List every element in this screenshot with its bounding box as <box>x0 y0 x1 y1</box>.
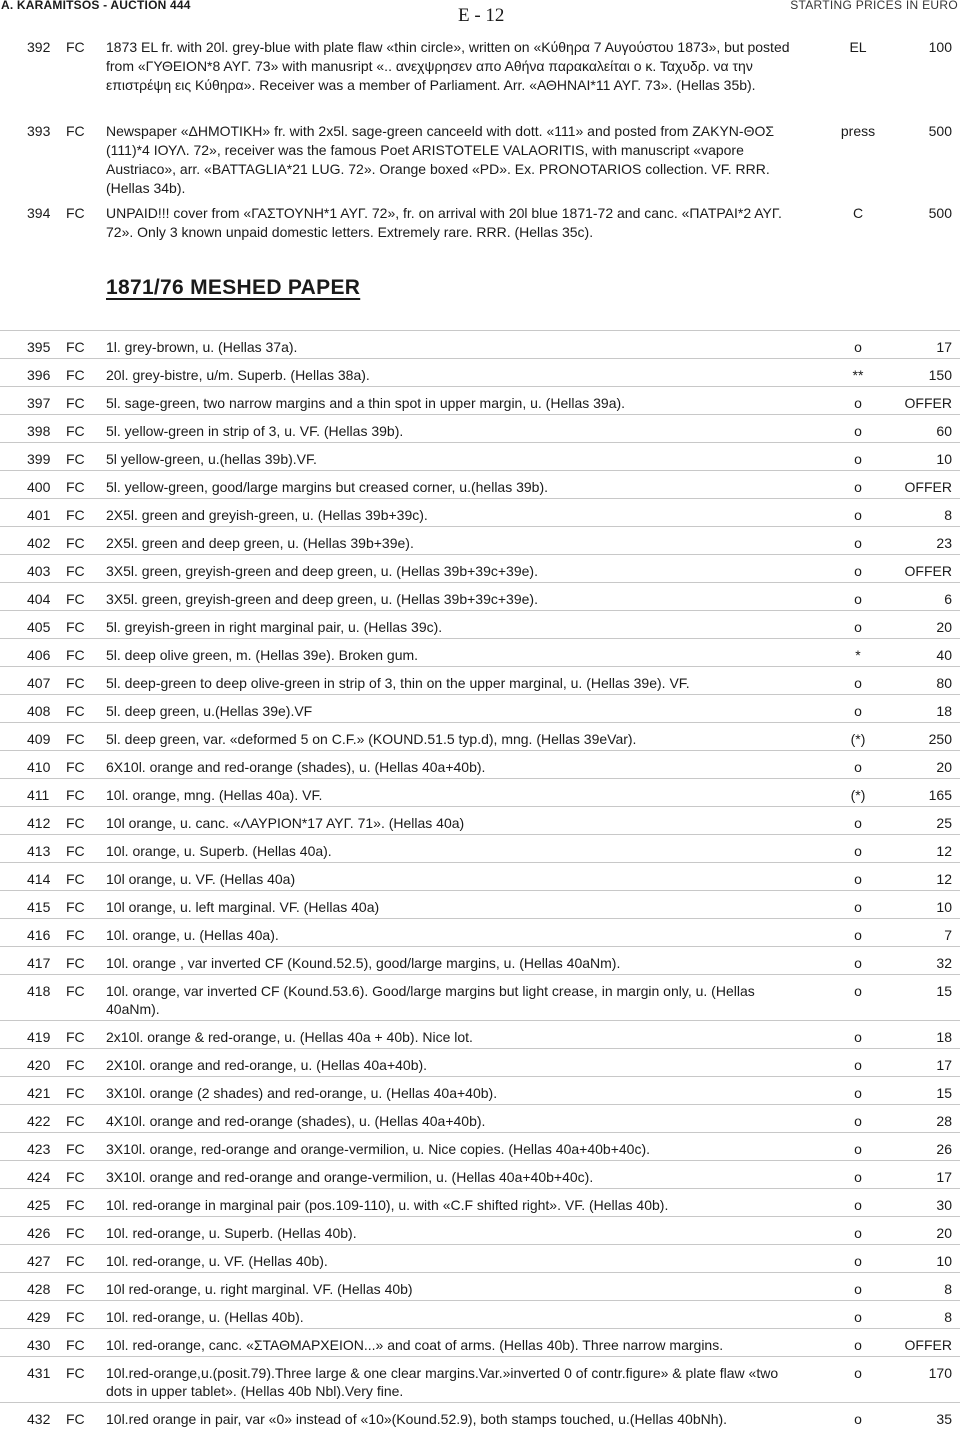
table-row <box>0 1188 960 1216</box>
lot-description: 10l orange, u. left marginal. VF. (Hellas 40a) <box>106 899 380 915</box>
lot-condition: C <box>852 205 864 221</box>
lot-number: 399 <box>27 451 51 467</box>
lot-number: 410 <box>27 759 51 775</box>
lot-category: FC <box>66 1141 85 1157</box>
lot-price: 40 <box>936 647 952 663</box>
lot-number: 427 <box>27 1253 51 1269</box>
lot-category: FC <box>66 1365 85 1381</box>
lot-price: 20 <box>936 1225 952 1241</box>
lot-condition: o <box>854 563 862 579</box>
lot-description: 5l. yellow-green in strip of 3, u. VF. (Hellas 39b). <box>106 423 404 439</box>
lot-category: FC <box>66 1057 85 1073</box>
lot-price: 500 <box>928 123 952 139</box>
lot-number: 413 <box>27 843 51 859</box>
lot-category: FC <box>66 1309 85 1325</box>
lot-category: FC <box>66 815 85 831</box>
lot-category: FC <box>66 983 85 999</box>
lot-number: 400 <box>27 479 51 495</box>
table-row <box>0 1356 960 1402</box>
lot-number: 404 <box>27 591 51 607</box>
table-row <box>0 918 960 946</box>
lot-price: 8 <box>944 1309 952 1325</box>
lot-condition: * <box>855 647 861 663</box>
lot-number: 395 <box>27 339 51 355</box>
lot-condition: o <box>854 675 862 691</box>
table-row <box>0 1132 960 1160</box>
lot-number: 423 <box>27 1141 51 1157</box>
table-row <box>0 946 960 974</box>
lot-condition: o <box>854 1337 862 1353</box>
lot-category: FC <box>66 563 85 579</box>
lot-price: 100 <box>928 39 952 55</box>
table-row <box>0 386 960 414</box>
table-row <box>0 610 960 638</box>
lot-category: FC <box>66 927 85 943</box>
table-row <box>0 638 960 666</box>
lot-category: FC <box>66 123 85 139</box>
lot-description: 2X5l. green and deep green, u. (Hellas 39b+39e). <box>106 535 414 551</box>
lot-number: 407 <box>27 675 51 691</box>
lot-description: 5l. deep-green to deep olive-green in strip of 3, thin on the upper marginal, u. (Hellas 39e). VF. <box>106 675 690 691</box>
lot-number: 415 <box>27 899 51 915</box>
lot-category: FC <box>66 647 85 663</box>
lot-condition: o <box>854 619 862 635</box>
lot-category: FC <box>66 787 85 803</box>
table-row <box>0 1328 960 1356</box>
lot-price: 20 <box>936 759 952 775</box>
lot-condition: o <box>854 843 862 859</box>
lot-number: 425 <box>27 1197 51 1213</box>
lot-category: FC <box>66 479 85 495</box>
lot-category: FC <box>66 731 85 747</box>
lot-price: 26 <box>936 1141 952 1157</box>
lot-price: 32 <box>936 955 952 971</box>
lot-number: 422 <box>27 1113 51 1129</box>
lot-number: 397 <box>27 395 51 411</box>
lot-description: 5l. greyish-green in right marginal pair, u. (Hellas 39c). <box>106 619 443 635</box>
lot-price: 17 <box>936 1057 952 1073</box>
table-row <box>0 722 960 750</box>
lot-category: FC <box>66 1113 85 1129</box>
lot-category: FC <box>66 591 85 607</box>
lot-category: FC <box>66 899 85 915</box>
lot-number: 401 <box>27 507 51 523</box>
lot-condition: o <box>854 1225 862 1241</box>
lot-number: 403 <box>27 563 51 579</box>
lot-number: 392 <box>27 39 51 55</box>
lot-description: UNPAID!!! cover from «ΓΑΣΤΟΥΝΗ*1 ΑΥΓ. 72», fr. on arrival with 20l blue 1871-72 and canc. «ΠΑΤΡΑΙ*2 ΑΥΓ. 72». Only 3 known unpaid domestic letters. Extremely rare. RRR. (Hellas 35c). <box>106 205 782 240</box>
lot-number: 414 <box>27 871 51 887</box>
lot-description: 10l red-orange, u. right marginal. VF. (Hellas 40b) <box>106 1281 413 1297</box>
table-row <box>0 778 960 806</box>
lot-price: 7 <box>944 927 952 943</box>
table-row <box>0 442 960 470</box>
lot-number: 430 <box>27 1337 51 1353</box>
lot-condition: o <box>854 1411 862 1427</box>
lot-condition: o <box>854 703 862 719</box>
lot-price: 60 <box>936 423 952 439</box>
lot-category: FC <box>66 1337 85 1353</box>
lot-condition: press <box>840 123 876 139</box>
lot-category: FC <box>66 1029 85 1045</box>
lot-price: 15 <box>936 1085 952 1101</box>
lot-category: FC <box>66 675 85 691</box>
lot-price: 6 <box>944 591 952 607</box>
table-row <box>0 554 960 582</box>
lot-category: FC <box>66 1225 85 1241</box>
lot-description: 10l. orange, u. (Hellas 40a). <box>106 927 279 943</box>
page-number: E - 12 <box>458 5 505 26</box>
table-row <box>0 1048 960 1076</box>
lot-price: 250 <box>928 731 952 747</box>
lot-number: 402 <box>27 535 51 551</box>
lot-description: 5l. deep olive green, m. (Hellas 39e). Broken gum. <box>106 647 419 663</box>
lot-description: 3X10l. orange (2 shades) and red-orange, u. (Hellas 40a+40b). <box>106 1085 498 1101</box>
table-row <box>0 750 960 778</box>
lot-price: 20 <box>936 619 952 635</box>
lot-category: FC <box>66 1169 85 1185</box>
lot-number: 398 <box>27 423 51 439</box>
lot-condition: o <box>854 759 862 775</box>
auction-title: A. KARAMITSOS - AUCTION 444 <box>1 0 191 12</box>
table-row <box>0 862 960 890</box>
lot-description: 10l orange, u. VF. (Hellas 40a) <box>106 871 296 887</box>
lot-description: 10l. red-orange, u. Superb. (Hellas 40b). <box>106 1225 357 1241</box>
table-row <box>0 1402 960 1430</box>
lot-description: 6X10l. orange and red-orange (shades), u. (Hellas 40a+40b). <box>106 759 486 775</box>
lot-number: 405 <box>27 619 51 635</box>
lot-description: 10l. orange, mng. (Hellas 40a). VF. <box>106 787 323 803</box>
lot-price: 12 <box>936 843 952 859</box>
table-row <box>0 666 960 694</box>
lot-number: 431 <box>27 1365 51 1381</box>
lot-category: FC <box>66 205 85 221</box>
lot-number: 418 <box>27 983 51 999</box>
lot-description: 3X5l. green, greyish-green and deep green, u. (Hellas 39b+39c+39e). <box>106 591 538 607</box>
table-row <box>0 974 960 1020</box>
lot-number: 416 <box>27 927 51 943</box>
lot-price: 500 <box>928 205 952 221</box>
lot-description: 5l yellow-green, u.(hellas 39b).VF. <box>106 451 317 467</box>
lot-condition: o <box>854 1029 862 1045</box>
lot-price: 28 <box>936 1113 952 1129</box>
lot-price: 150 <box>928 367 952 383</box>
table-row <box>0 890 960 918</box>
lot-category: FC <box>66 367 85 383</box>
lot-category: FC <box>66 339 85 355</box>
price-note: STARTING PRICES IN EURO <box>790 0 958 12</box>
lot-number: 419 <box>27 1029 51 1045</box>
lot-description: 10l. orange , var inverted CF (Kound.52.5), good/large margins, u. (Hellas 40aNm). <box>106 955 621 971</box>
lot-condition: o <box>854 1309 862 1325</box>
lot-price: 80 <box>936 675 952 691</box>
lot-number: 408 <box>27 703 51 719</box>
table-row <box>0 414 960 442</box>
table-row <box>0 526 960 554</box>
lot-price: 10 <box>936 1253 952 1269</box>
lot-price: 18 <box>936 1029 952 1045</box>
lot-price: 10 <box>936 451 952 467</box>
lot-description: 10l.red-orange,u.(posit.79).Three large & one clear margins.Var.»inverted 0 of contr.figure» & plate flaw «two dots in upper tablet». (Hellas 40b Nbl).Very fine. <box>106 1365 779 1399</box>
lot-price: 17 <box>936 1169 952 1185</box>
lot-condition: o <box>854 591 862 607</box>
lot-number: 426 <box>27 1225 51 1241</box>
lot-condition: o <box>854 1365 862 1381</box>
table-row <box>0 1300 960 1328</box>
lot-condition: o <box>854 1085 862 1101</box>
lot-number: 409 <box>27 731 51 747</box>
lot-condition: o <box>854 535 862 551</box>
lot-condition: o <box>854 1141 862 1157</box>
lot-price: 165 <box>928 787 952 803</box>
lot-description: 10l orange, u. canc. «ΛΑΥΡΙΟΝ*17 ΑΥΓ. 71». (Hellas 40a) <box>106 815 465 831</box>
lot-condition: EL <box>849 39 867 55</box>
lot-category: FC <box>66 507 85 523</box>
lot-number: 396 <box>27 367 51 383</box>
lot-category: FC <box>66 955 85 971</box>
lot-number: 428 <box>27 1281 51 1297</box>
lot-condition: o <box>854 899 862 915</box>
lot-price: 10 <box>936 899 952 915</box>
lot-description: 1l. grey-brown, u. (Hellas 37a). <box>106 339 298 355</box>
lot-category: FC <box>66 619 85 635</box>
lot-price: 23 <box>936 535 952 551</box>
lot-price: OFFER <box>904 479 952 495</box>
section-title: 1871/76 MESHED PAPER <box>106 276 361 299</box>
lot-description: 10l. orange, var inverted CF (Kound.53.6). Good/large margins but light crease, in margin only, u. (Hellas 40aNm). <box>106 983 755 1017</box>
lot-category: FC <box>66 1197 85 1213</box>
lot-price: 170 <box>928 1365 952 1381</box>
table-row <box>0 498 960 526</box>
lot-number: 394 <box>27 205 51 221</box>
lot-category: FC <box>66 395 85 411</box>
lot-category: FC <box>66 871 85 887</box>
lot-number: 424 <box>27 1169 51 1185</box>
lot-price: 35 <box>936 1411 952 1427</box>
lot-condition: o <box>854 927 862 943</box>
lot-category: FC <box>66 535 85 551</box>
lot-condition: o <box>854 451 862 467</box>
table-row <box>0 1216 960 1244</box>
lot-condition: ** <box>852 367 864 383</box>
lot-category: FC <box>66 703 85 719</box>
lot-condition: o <box>854 871 862 887</box>
lot-condition: (*) <box>850 787 866 803</box>
table-row <box>0 1244 960 1272</box>
lot-price: OFFER <box>904 1337 952 1353</box>
lot-description: 10l.red orange in pair, var «0» instead of «10»(Kound.52.9), both stamps touched, u.(Hellas 40bNh). <box>106 1411 728 1427</box>
lot-description: 20l. grey-bistre, u/m. Superb. (Hellas 38a). <box>106 367 370 383</box>
table-row <box>0 1272 960 1300</box>
lot-condition: o <box>854 1113 862 1129</box>
lot-description: 4X10l. orange and red-orange (shades), u. (Hellas 40a+40b). <box>106 1113 486 1129</box>
lot-category: FC <box>66 1085 85 1101</box>
lot-category: FC <box>66 423 85 439</box>
lot-price: 18 <box>936 703 952 719</box>
lot-price: 17 <box>936 339 952 355</box>
lot-condition: o <box>854 395 862 411</box>
lot-price: OFFER <box>904 395 952 411</box>
lot-table <box>0 330 960 1430</box>
lot-description: 2X10l. orange and red-orange, u. (Hellas 40a+40b). <box>106 1057 428 1073</box>
lot-number: 406 <box>27 647 51 663</box>
lot-description: 1873 EL fr. with 20l. grey-blue with plate flaw «thin circle», written on «Κύθηρα 7 Αυγούστου 1873», but posted from «ΓΥΘΕΙΟΝ*8 ΑΥΓ. 73» with manusript «.. ανεχψρησεν απο Αθήνα παρακαλείται ο κ. Ταχυδρ. να την επιστρέψη εις Κύθηρα». Receiver was a member of Parliament. Arr. «ΑΘΗΝΑΙ*11 ΑΥΓ. 73». (Hellas 35b). <box>106 39 790 93</box>
lot-category: FC <box>66 843 85 859</box>
lot-description: 3X10l. orange, red-orange and orange-vermilion, u. Nice copies. (Hellas 40a+40b+40c). <box>106 1141 650 1157</box>
lot-description: Newspaper «ΔΗΜΟΤΙΚΗ» fr. with 2x5l. sage-green canceeld with dott. «111» and posted from ΖΑΚΥΝ-ΘΟΣ (111)*4 ΙΟΥΛ. 72», receiver was the famous Poet ARISTOTELE VALAORITIS, with manuscript «vapore Austriaco», arr. «BATTAGLIA*21 LUG. 72». Orange boxed «PD». Ex. PRONOTARIOS collection. VF. RRR. (Hellas 34b). <box>106 123 775 196</box>
lot-number: 432 <box>27 1411 51 1427</box>
lot-description: 10l. red-orange, u. (Hellas 40b). <box>106 1309 304 1325</box>
lot-condition: o <box>854 479 862 495</box>
lot-condition: o <box>854 815 862 831</box>
lot-number: 393 <box>27 123 51 139</box>
lot-condition: o <box>854 955 862 971</box>
lot-condition: o <box>854 1197 862 1213</box>
lot-description: 10l. red-orange, u. VF. (Hellas 40b). <box>106 1253 328 1269</box>
table-row <box>0 1104 960 1132</box>
lot-category: FC <box>66 759 85 775</box>
page-header <box>0 0 960 30</box>
lot-condition: o <box>854 1169 862 1185</box>
lot-description: 5l. deep green, var. «deformed 5 on C.F.» (KOUND.51.5 typ.d), mng. (Hellas 39eVar). <box>106 731 637 747</box>
lot-description: 2X5l. green and greyish-green, u. (Hellas 39b+39c). <box>106 507 428 523</box>
lot-category: FC <box>66 1411 85 1427</box>
lot-category: FC <box>66 1253 85 1269</box>
lot-condition: o <box>854 1057 862 1073</box>
table-row <box>0 470 960 498</box>
lot-description: 5l. sage-green, two narrow margins and a thin spot in upper margin, u. (Hellas 39a). <box>106 395 626 411</box>
table-row <box>0 1076 960 1104</box>
lot-description: 10l. red-orange in marginal pair (pos.109-110), u. with «C.F shifted right». VF. (Hellas 40b). <box>106 1197 669 1213</box>
lot-price: 15 <box>936 983 952 999</box>
lot-price: 12 <box>936 871 952 887</box>
lot-price: 30 <box>936 1197 952 1213</box>
lot-number: 429 <box>27 1309 51 1325</box>
lot-number: 421 <box>27 1085 51 1101</box>
table-row <box>0 694 960 722</box>
lot-condition: (*) <box>850 731 866 747</box>
lot-condition: o <box>854 983 862 999</box>
lot-category: FC <box>66 39 85 55</box>
lot-condition: o <box>854 507 862 523</box>
lot-price: 25 <box>936 815 952 831</box>
lot-condition: o <box>854 423 862 439</box>
lot-description: 3X10l. orange and red-orange and orange-vermilion, u. (Hellas 40a+40b+40c). <box>106 1169 594 1185</box>
lot-category: FC <box>66 1281 85 1297</box>
lot-price: 8 <box>944 507 952 523</box>
table-row <box>0 330 960 358</box>
lot-number: 420 <box>27 1057 51 1073</box>
table-row <box>0 806 960 834</box>
lot-number: 417 <box>27 955 51 971</box>
lot-description: 10l. orange, u. Superb. (Hellas 40a). <box>106 843 332 859</box>
table-row <box>0 834 960 862</box>
lot-description: 5l. deep green, u.(Hellas 39e).VF <box>106 703 313 719</box>
table-row <box>0 358 960 386</box>
lot-description: 3X5l. green, greyish-green and deep green, u. (Hellas 39b+39c+39e). <box>106 563 538 579</box>
lot-price: OFFER <box>904 563 952 579</box>
table-row <box>0 1160 960 1188</box>
lot-description: 5l. yellow-green, good/large margins but creased corner, u.(hellas 39b). <box>106 479 549 495</box>
lot-number: 411 <box>27 787 50 803</box>
lot-description: 2x10l. orange & red-orange, u. (Hellas 40a + 40b). Nice lot. <box>106 1029 473 1045</box>
lot-condition: o <box>854 1281 862 1297</box>
lot-condition: o <box>854 339 862 355</box>
lot-condition: o <box>854 1253 862 1269</box>
lot-category: FC <box>66 451 85 467</box>
lot-price: 8 <box>944 1281 952 1297</box>
lot-number: 412 <box>27 815 51 831</box>
table-row <box>0 582 960 610</box>
table-row <box>0 1020 960 1048</box>
lot-description: 10l. red-orange, canc. «ΣΤΑΘΜΑΡΧΕΙΟΝ...» and coat of arms. (Hellas 40b). Three narrow margins. <box>106 1337 724 1353</box>
